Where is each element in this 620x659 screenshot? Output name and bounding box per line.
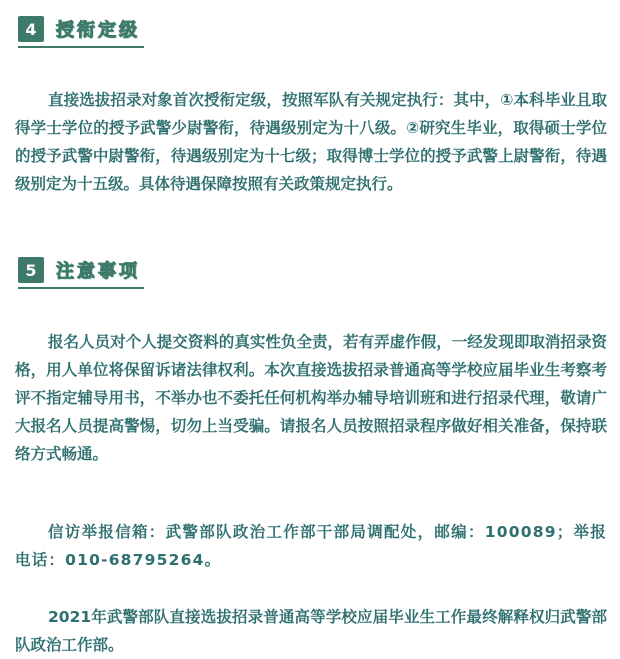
section-5-title: 注意事项: [56, 261, 140, 282]
section-5-number: 5: [18, 257, 44, 283]
section-4-number: 4: [18, 16, 44, 42]
section-4-title: 授衔定级: [56, 20, 140, 41]
section-4-header: [18, 16, 140, 42]
section-4-divider: [18, 46, 144, 48]
section-5-paragraph-report: 信访举报信箱：武警部队政治工作部干部局调配处，邮编：100089；举报电话：010-68795264。: [15, 523, 607, 569]
section-5-paragraph-interpretation: 2021年武警部队直接选拔招录普通高等学校应届毕业生工作最终解释权归武警部队政治工作部。: [15, 608, 607, 654]
section-5-header: [18, 257, 140, 283]
section-4-paragraph: 直接选拔招录对象首次授衔定级，按照军队有关规定执行：其中，①本科毕业且取得学士学位的授予武警少尉警衔，待遇级别定为十八级。②研究生毕业，取得硕士学位的授予武警中尉警衔，待遇级别定为十七级；取得博士学位的授予武警上尉警衔，待遇级别定为十五级。具体待遇保障按照有关政策规定执行。: [15, 91, 607, 193]
section-5-paragraph-notice: 报名人员对个人提交资料的真实性负全责，若有弄虚作假，一经发现即取消招录资格，用人单位将保留诉诸法律权利。本次直接选拔招录普通高等学校应届毕业生考察考评不指定辅导用书，不举办也不委托任何机构举办辅导培训班和进行招录代理，敬请广大报名人员提高警惕，切勿上当受骗。请报名人员按照招录程序做好相关准备，保持联络方式畅通。: [15, 333, 607, 463]
section-5-divider: [18, 287, 144, 289]
